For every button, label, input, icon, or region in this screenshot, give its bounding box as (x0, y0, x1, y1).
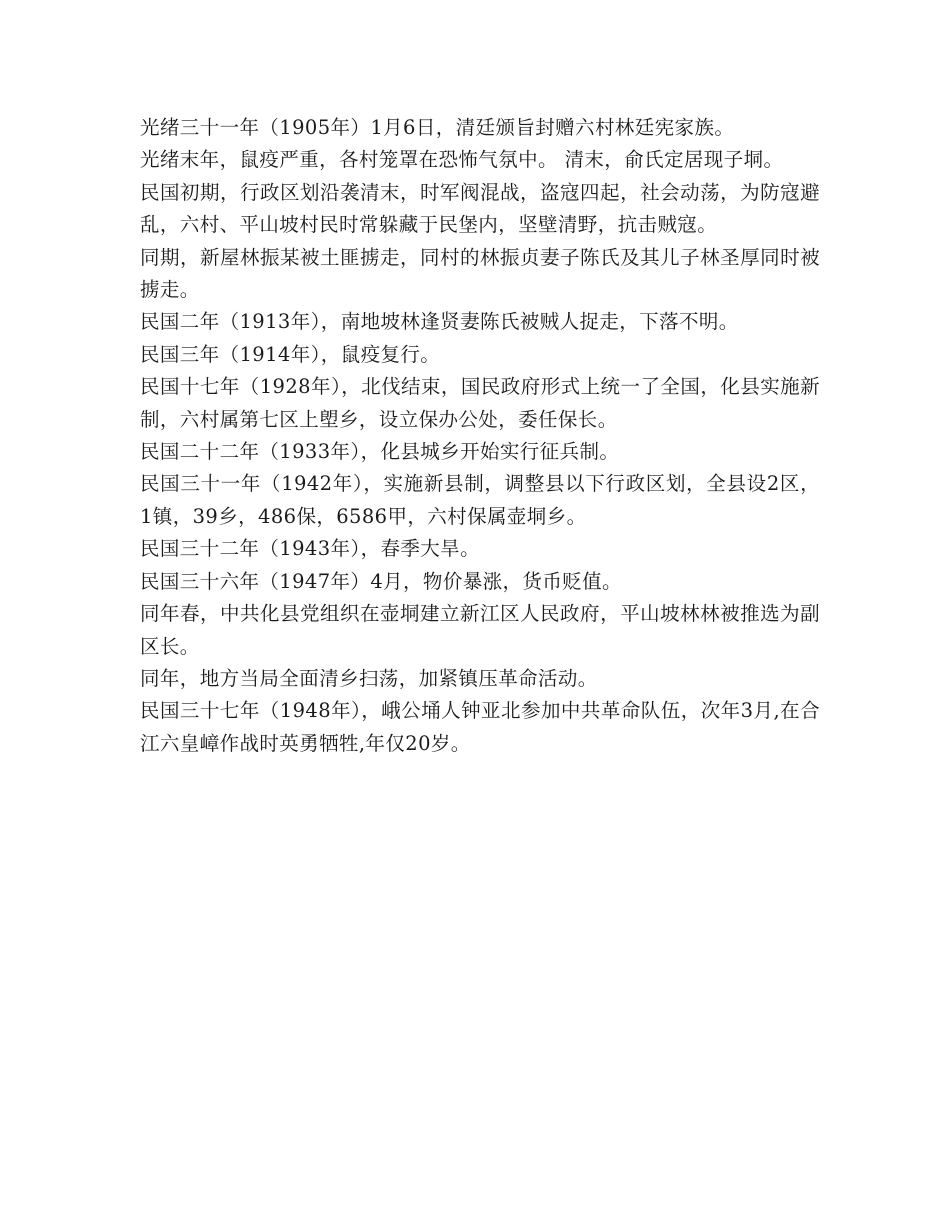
paragraph-early-republic: 民国初期，行政区划沿袭清末，时军阀混战，盗寇四起，社会动荡，为防寇避乱，六村、平山坡村民时常躲藏于民堡内，坚壁清野，抗击贼寇。 (140, 180, 820, 237)
paragraph-1933: 民国二十二年（1933年），化县城乡开始实行征兵制。 (140, 440, 620, 464)
paragraph-same-year-sweep: 同年，地方当局全面清乡扫荡，加紧镇压革命活动。 (140, 666, 598, 690)
paragraph-1913: 民国二年（1913年），南地坡林逢贤妻陈氏被贼人捉走，下落不明。 (140, 310, 739, 334)
paragraph-1905-imperial-edict: 光绪三十一年（1905年）1月6日，清廷颁旨封赠六村林廷宪家族。 (140, 116, 735, 139)
paragraph-bandit-kidnapping: 同期，新屋林振某被土匪掳走，同村的林振贞妻子陈氏及其儿子林圣厚同时被掳走。 (140, 245, 820, 302)
document-body (140, 112, 820, 760)
paragraph-1914: 民国三年（1914年），鼠疫复行。 (140, 342, 441, 366)
paragraph-1943: 民国三十二年（1943年），春季大旱。 (140, 537, 480, 561)
paragraph-1947: 民国三十六年（1947年）4月，物价暴涨，货币贬值。 (140, 569, 622, 593)
paragraph-same-year-spring: 同年春，中共化县党组织在壶垌建立新江区人民政府，平山坡林林被推选为副区长。 (140, 602, 820, 658)
paragraph-late-guangxu-plague: 光绪末年，鼠疫严重，各村笼罩在恐怖气氛中。 清末，俞氏定居现子垌。 (140, 148, 784, 172)
paragraph-1948: 民国三十七年（1948年），峨公埇人钟亚北参加中共革命队伍，次年3月,在合江六皇嶂作战时英勇牺牲,年仅20岁。 (140, 699, 820, 755)
paragraph-1928: 民国十七年（1928年），北伐结束，国民政府形式上统一了全国，化县实施新制，六村属第七区上塱乡，设立保办公处，委任保长。 (140, 375, 820, 431)
paragraph-1942: 民国三十一年（1942年），实施新县制，调整县以下行政区划，全县设2区，1镇，39乡，486保，6586甲，六村保属壶垌乡。 (140, 472, 820, 528)
